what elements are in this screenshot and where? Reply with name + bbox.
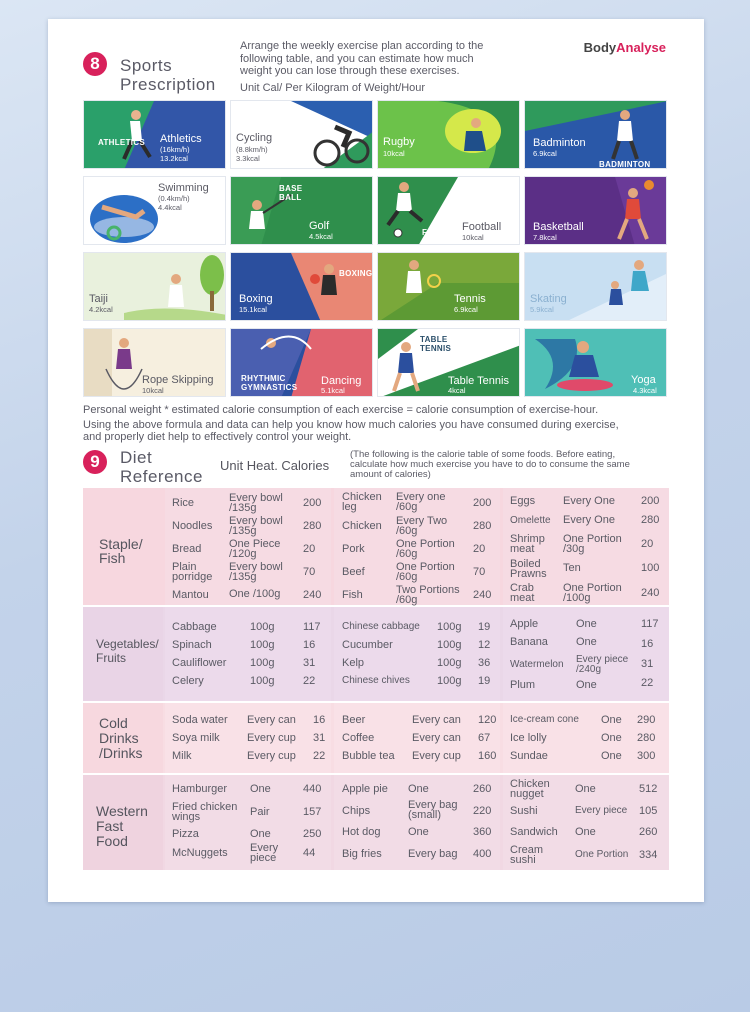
food-name: Cream sushi [510, 844, 544, 866]
food-cal: 280 [473, 520, 492, 532]
food-unit: One [601, 714, 622, 726]
food-cal: 16 [641, 638, 654, 650]
food-name: Coffee [342, 732, 375, 744]
tile-tennis [377, 252, 520, 321]
food-cal: 334 [639, 849, 658, 861]
brand-part2: Analyse [616, 40, 666, 55]
food-name: Boiled Prawns [510, 558, 547, 580]
rugby-kcal: 10kcal [383, 149, 405, 158]
basketball-name: Basketball [533, 221, 584, 233]
food-name: Apple [510, 618, 539, 630]
food-cal: 20 [303, 543, 316, 555]
food-unit: 100g [250, 657, 275, 669]
food-cal: 105 [639, 805, 658, 817]
food-name: Sushi [510, 805, 538, 817]
tennis-kcal: 6.9kcal [454, 305, 478, 314]
yoga-kcal: 4.3kcal [633, 386, 657, 395]
tile-basketball [524, 176, 667, 245]
sports-intro [240, 40, 483, 94]
food-unit: One [250, 783, 271, 795]
food-name: Hamburger [172, 783, 228, 795]
tennis-image [378, 253, 520, 321]
food-unit: Every piece [250, 842, 279, 864]
food-name: Soda water [172, 714, 228, 726]
formula-note: Personal weight * estimated calorie consumption of each exercise = calorie consumption of exercise-hour. [83, 404, 599, 416]
golf-big-1: BASE [279, 184, 303, 193]
sports-intro-line3: weight you can lose through these exercises. [240, 65, 460, 77]
diet-title-line1: Diet [120, 448, 153, 467]
food-name: Eggs [510, 495, 536, 507]
dancing-name: Dancing [321, 375, 362, 387]
food-cal: 260 [639, 826, 658, 838]
food-cal: 31 [641, 658, 654, 670]
food-unit: One Portion /30g [563, 533, 622, 555]
food-name: Chicken leg [342, 491, 382, 513]
athletics-image [84, 101, 226, 169]
food-unit: Every One [563, 514, 615, 526]
food-cal: 19 [478, 675, 491, 687]
golf-name: Golf [309, 220, 330, 232]
food-cal: 200 [473, 497, 492, 509]
boxing-kcal: 15.1kcal [239, 305, 267, 314]
badminton-kcal: 6.9kcal [533, 149, 557, 158]
poster-sheet [48, 19, 704, 902]
table-tennis-big-1: TABLE [420, 335, 448, 344]
food-name: Celery [172, 675, 204, 687]
section-9-badge: 9 [83, 450, 107, 474]
food-name: Chips [342, 805, 371, 817]
food-name: McNuggets [172, 847, 228, 859]
football-image [378, 177, 520, 245]
food-unit: Every cup [412, 750, 461, 762]
rugby-name: Rugby [383, 136, 415, 148]
cycling-name: Cycling [236, 132, 273, 144]
dancing-big-1: RHYTHMIC [241, 374, 286, 383]
swimming-kcal: 4.4kcal [158, 203, 182, 212]
food-unit: One [576, 636, 597, 648]
food-name: Cauliflower [172, 657, 227, 669]
food-unit: One [408, 783, 429, 795]
food-cal: 240 [641, 587, 660, 599]
food-name: Fish [342, 589, 363, 601]
badminton-big: BADMINTON [599, 160, 651, 169]
food-name: Soya milk [172, 732, 220, 744]
food-cal: 440 [303, 783, 322, 795]
swimming-speed: (0.4km/h) [158, 194, 190, 203]
food-cal: 120 [478, 714, 497, 726]
diet-title-line2: Reference [120, 467, 203, 486]
category-veg-line1: Vegetables/ [96, 637, 159, 651]
food-cal: 280 [303, 520, 322, 532]
food-cal: 240 [303, 589, 322, 601]
food-name: Sundae [510, 750, 548, 762]
food-unit: One Portion /60g [396, 561, 455, 583]
food-name: Watermelon [510, 659, 564, 670]
usage-note [83, 420, 619, 443]
food-cal: 160 [478, 750, 497, 762]
food-unit: 100g [250, 621, 275, 633]
sports-title-line1: Sports [120, 56, 173, 75]
food-cal: 16 [303, 639, 316, 651]
food-cal: 400 [473, 848, 492, 860]
food-name: Shrimp meat [510, 533, 545, 555]
food-name: Ice lolly [510, 732, 547, 744]
tile-athletics [83, 100, 226, 169]
food-unit: 100g [250, 675, 275, 687]
food-unit: One [575, 826, 596, 838]
food-cal: 220 [473, 805, 492, 817]
food-unit: Every piece [575, 805, 628, 816]
food-name: Crab meat [510, 582, 535, 604]
category-drinks-line1: Cold [99, 715, 128, 731]
basketball-kcal: 7.8kcal [533, 233, 557, 242]
food-name: Cabbage [172, 621, 217, 633]
food-cal: 100 [641, 562, 660, 574]
boxing-name: Boxing [239, 293, 273, 305]
food-cal: 360 [473, 826, 492, 838]
tile-football [377, 176, 520, 245]
category-fast-line1: Western [96, 803, 148, 819]
usage-note-line2: and properly diet help to effectively control your weight. [83, 430, 352, 443]
food-cal: 22 [313, 750, 326, 762]
food-name: Kelp [342, 657, 365, 669]
athletics-big: ATHLETICS [98, 138, 145, 147]
food-name: Bread [172, 543, 202, 555]
cycling-kcal: 3.3kcal [236, 154, 260, 163]
food-cal: 36 [478, 657, 491, 669]
food-unit: Every piece /240g [576, 654, 629, 675]
diet-intro [350, 450, 630, 480]
tile-skating [524, 252, 667, 321]
football-big-2: BALL [422, 237, 445, 245]
taiji-kcal: 4.2kcal [89, 305, 113, 314]
golf-big-2: BALL [279, 193, 302, 202]
food-name: Omelette [510, 515, 551, 526]
golf-kcal: 4.5kcal [309, 232, 333, 241]
food-name: Big fries [342, 848, 382, 860]
food-unit: One [250, 828, 271, 840]
food-unit: Ten [563, 562, 581, 574]
food-cal: 16 [313, 714, 326, 726]
dancing-kcal: 5.1kcal [321, 386, 345, 395]
sports-intro-line1: Arrange the weekly exercise plan according to the [240, 40, 484, 52]
food-name: Apple pie [342, 783, 388, 795]
category-drinks-line2: Drinks [99, 730, 139, 746]
category-staple [99, 537, 143, 565]
food-cal: 20 [641, 538, 654, 550]
tile-swimming [83, 176, 226, 245]
football-big-1: FOOT [422, 228, 446, 237]
diet-intro-line2: calculate how much exercise you have to do to consume the same [350, 459, 630, 470]
food-cal: 44 [303, 847, 316, 859]
tile-yoga [524, 328, 667, 397]
table-tennis-big-2: TENNIS [420, 344, 452, 353]
brand-part1: Body [583, 40, 617, 55]
food-unit: 100g [437, 639, 462, 651]
food-cal: 157 [303, 806, 322, 818]
taiji-name: Taiji [89, 293, 108, 305]
food-unit: 100g [437, 621, 462, 633]
tile-rugby [377, 100, 520, 169]
category-staple-line2: Fish [99, 550, 126, 566]
food-cal: 22 [641, 677, 654, 689]
food-cal: 260 [473, 783, 492, 795]
tile-taiji [83, 252, 226, 321]
food-name: Chicken nugget [510, 778, 550, 800]
category-fast-line3: Food [96, 833, 128, 849]
food-cal: 117 [303, 621, 321, 633]
swimming-name: Swimming [158, 182, 209, 194]
sports-unit: Unit Cal/ Per Kilogram of Weight/Hour [240, 81, 426, 94]
food-cal: 300 [637, 750, 656, 762]
tile-golf [230, 176, 373, 245]
athletics-speed: (16km/h) [160, 145, 190, 154]
food-name: Chinese chives [342, 675, 410, 686]
food-name: Sandwich [510, 826, 558, 838]
food-unit: Every can [412, 732, 461, 744]
food-name: Noodles [172, 520, 213, 532]
food-unit: Every cup [247, 750, 296, 762]
diet-unit: Unit Heat. Calories [220, 458, 330, 473]
food-unit: One Portion [575, 849, 629, 860]
food-cal: 117 [641, 618, 659, 630]
food-unit: One [576, 618, 597, 630]
food-unit: One Portion /100g [563, 582, 622, 604]
category-drinks-line3: /Drinks [99, 745, 143, 761]
food-unit: 100g [250, 639, 275, 651]
usage-note-line1: Using the above formula and data can help you know how much calories you have consumed during exercise, [83, 419, 619, 431]
food-cal: 280 [641, 514, 660, 526]
table-tennis-kcal: 4kcal [448, 386, 466, 395]
food-name: Pork [342, 543, 365, 555]
rugby-image [378, 101, 520, 169]
food-name: Spinach [172, 639, 212, 651]
food-name: Fried chicken wings [172, 801, 238, 823]
category-fast-line2: Fast [96, 818, 124, 834]
table-tennis-name: Table Tennis [448, 375, 509, 387]
food-unit: Every One [563, 495, 615, 507]
food-cal: 200 [641, 495, 660, 507]
food-name: Cucumber [342, 639, 393, 651]
food-cal: 70 [473, 566, 486, 578]
food-cal: 67 [478, 732, 491, 744]
section-8-badge: 8 [83, 52, 107, 76]
dancing-big-2: GYMNASTICS [241, 383, 298, 392]
skating-kcal: 5.9kcal [530, 305, 554, 314]
food-name: Hot dog [342, 826, 381, 838]
rope-skipping-name: Rope Skipping [142, 374, 214, 386]
tile-badminton [524, 100, 667, 169]
food-unit: Two Portions /60g [396, 584, 460, 606]
food-name: Chicken [342, 520, 382, 532]
sports-title [120, 56, 216, 94]
food-cal: 70 [303, 566, 316, 578]
food-unit: One Piece /120g [229, 538, 281, 560]
food-unit: One [575, 783, 596, 795]
tile-boxing [230, 252, 373, 321]
food-cal: 200 [303, 497, 322, 509]
tennis-name: Tennis [454, 293, 486, 305]
tile-cycling [230, 100, 373, 169]
food-unit: One [601, 732, 622, 744]
food-name: Bubble tea [342, 750, 395, 762]
food-unit: One [576, 679, 597, 691]
category-veg-line2: Fruits [96, 651, 126, 665]
athletics-name: Athletics [160, 133, 202, 145]
sports-intro-line2: following table, and you can estimate how much [240, 52, 474, 65]
food-cal: 31 [303, 657, 316, 669]
food-unit: One [601, 750, 622, 762]
food-unit: Every bag (small) [408, 799, 458, 821]
food-unit: One Portion /60g [396, 538, 455, 560]
sports-title-line2: Prescription [120, 75, 216, 94]
diet-intro-line3: amount of calories) [350, 469, 431, 480]
food-unit: One /100g [229, 588, 281, 600]
food-unit: Every bowl /135g [229, 561, 283, 583]
food-unit: Every bowl /135g [229, 492, 283, 514]
diet-intro-line1: (The following is the calorie table of some foods. Before eating, [350, 449, 616, 460]
athletics-kcal: 13.2kcal [160, 154, 188, 163]
category-staple-line1: Staple/ [99, 536, 143, 552]
food-name: Milk [172, 750, 192, 762]
brand-logo [584, 40, 666, 55]
category-veg [96, 637, 159, 665]
food-cal: 240 [473, 589, 492, 601]
category-drinks [99, 716, 143, 761]
food-unit: Every Two /60g [396, 515, 448, 537]
badminton-image [525, 101, 667, 169]
food-unit: Every can [247, 714, 296, 726]
food-cal: 31 [313, 732, 326, 744]
food-unit: One [408, 826, 429, 838]
food-cal: 22 [303, 675, 316, 687]
food-cal: 20 [473, 543, 486, 555]
cycling-big: CYCLING [294, 121, 333, 130]
food-cal: 512 [639, 783, 658, 795]
food-unit: Every can [412, 714, 461, 726]
football-name: Football [462, 221, 502, 233]
food-cal: 250 [303, 828, 322, 840]
food-unit: 100g [437, 657, 462, 669]
boxing-big: BOXING [339, 269, 373, 278]
food-cal: 290 [637, 714, 656, 726]
food-name: Rice [172, 497, 195, 509]
food-unit: Every bag [408, 848, 458, 860]
food-cal: 19 [478, 621, 491, 633]
food-name: Plain porridge [172, 561, 213, 583]
band-drinks [83, 703, 669, 773]
rope-skipping-kcal: 10kcal [142, 386, 164, 395]
food-unit: Pair [250, 806, 270, 818]
food-cal: 280 [637, 732, 656, 744]
yoga-name: Yoga [631, 374, 656, 386]
food-name: Chinese cabbage [342, 621, 420, 632]
food-cal: 12 [478, 639, 491, 651]
food-unit: Every bowl /135g [229, 515, 283, 537]
food-unit: Every one /60g [396, 491, 446, 513]
diet-title [120, 448, 203, 486]
tile-table-tennis [377, 328, 520, 397]
food-name: Mantou [172, 589, 209, 601]
food-name: Beef [342, 566, 365, 578]
food-name: Pizza [172, 828, 199, 840]
food-name: Ice-cream cone [510, 714, 579, 725]
cycling-speed: (8.8km/h) [236, 145, 268, 154]
food-name: Banana [510, 636, 548, 648]
skating-name: Skating [530, 293, 567, 305]
food-unit: Every cup [247, 732, 296, 744]
food-name: Beer [342, 714, 366, 726]
category-fast [96, 804, 148, 849]
football-kcal: 10kcal [462, 233, 484, 242]
tile-rope-skipping [83, 328, 226, 397]
tile-dancing [230, 328, 373, 397]
badminton-name: Badminton [533, 137, 586, 149]
food-unit: 100g [437, 675, 462, 687]
food-name: Plum [510, 679, 536, 691]
